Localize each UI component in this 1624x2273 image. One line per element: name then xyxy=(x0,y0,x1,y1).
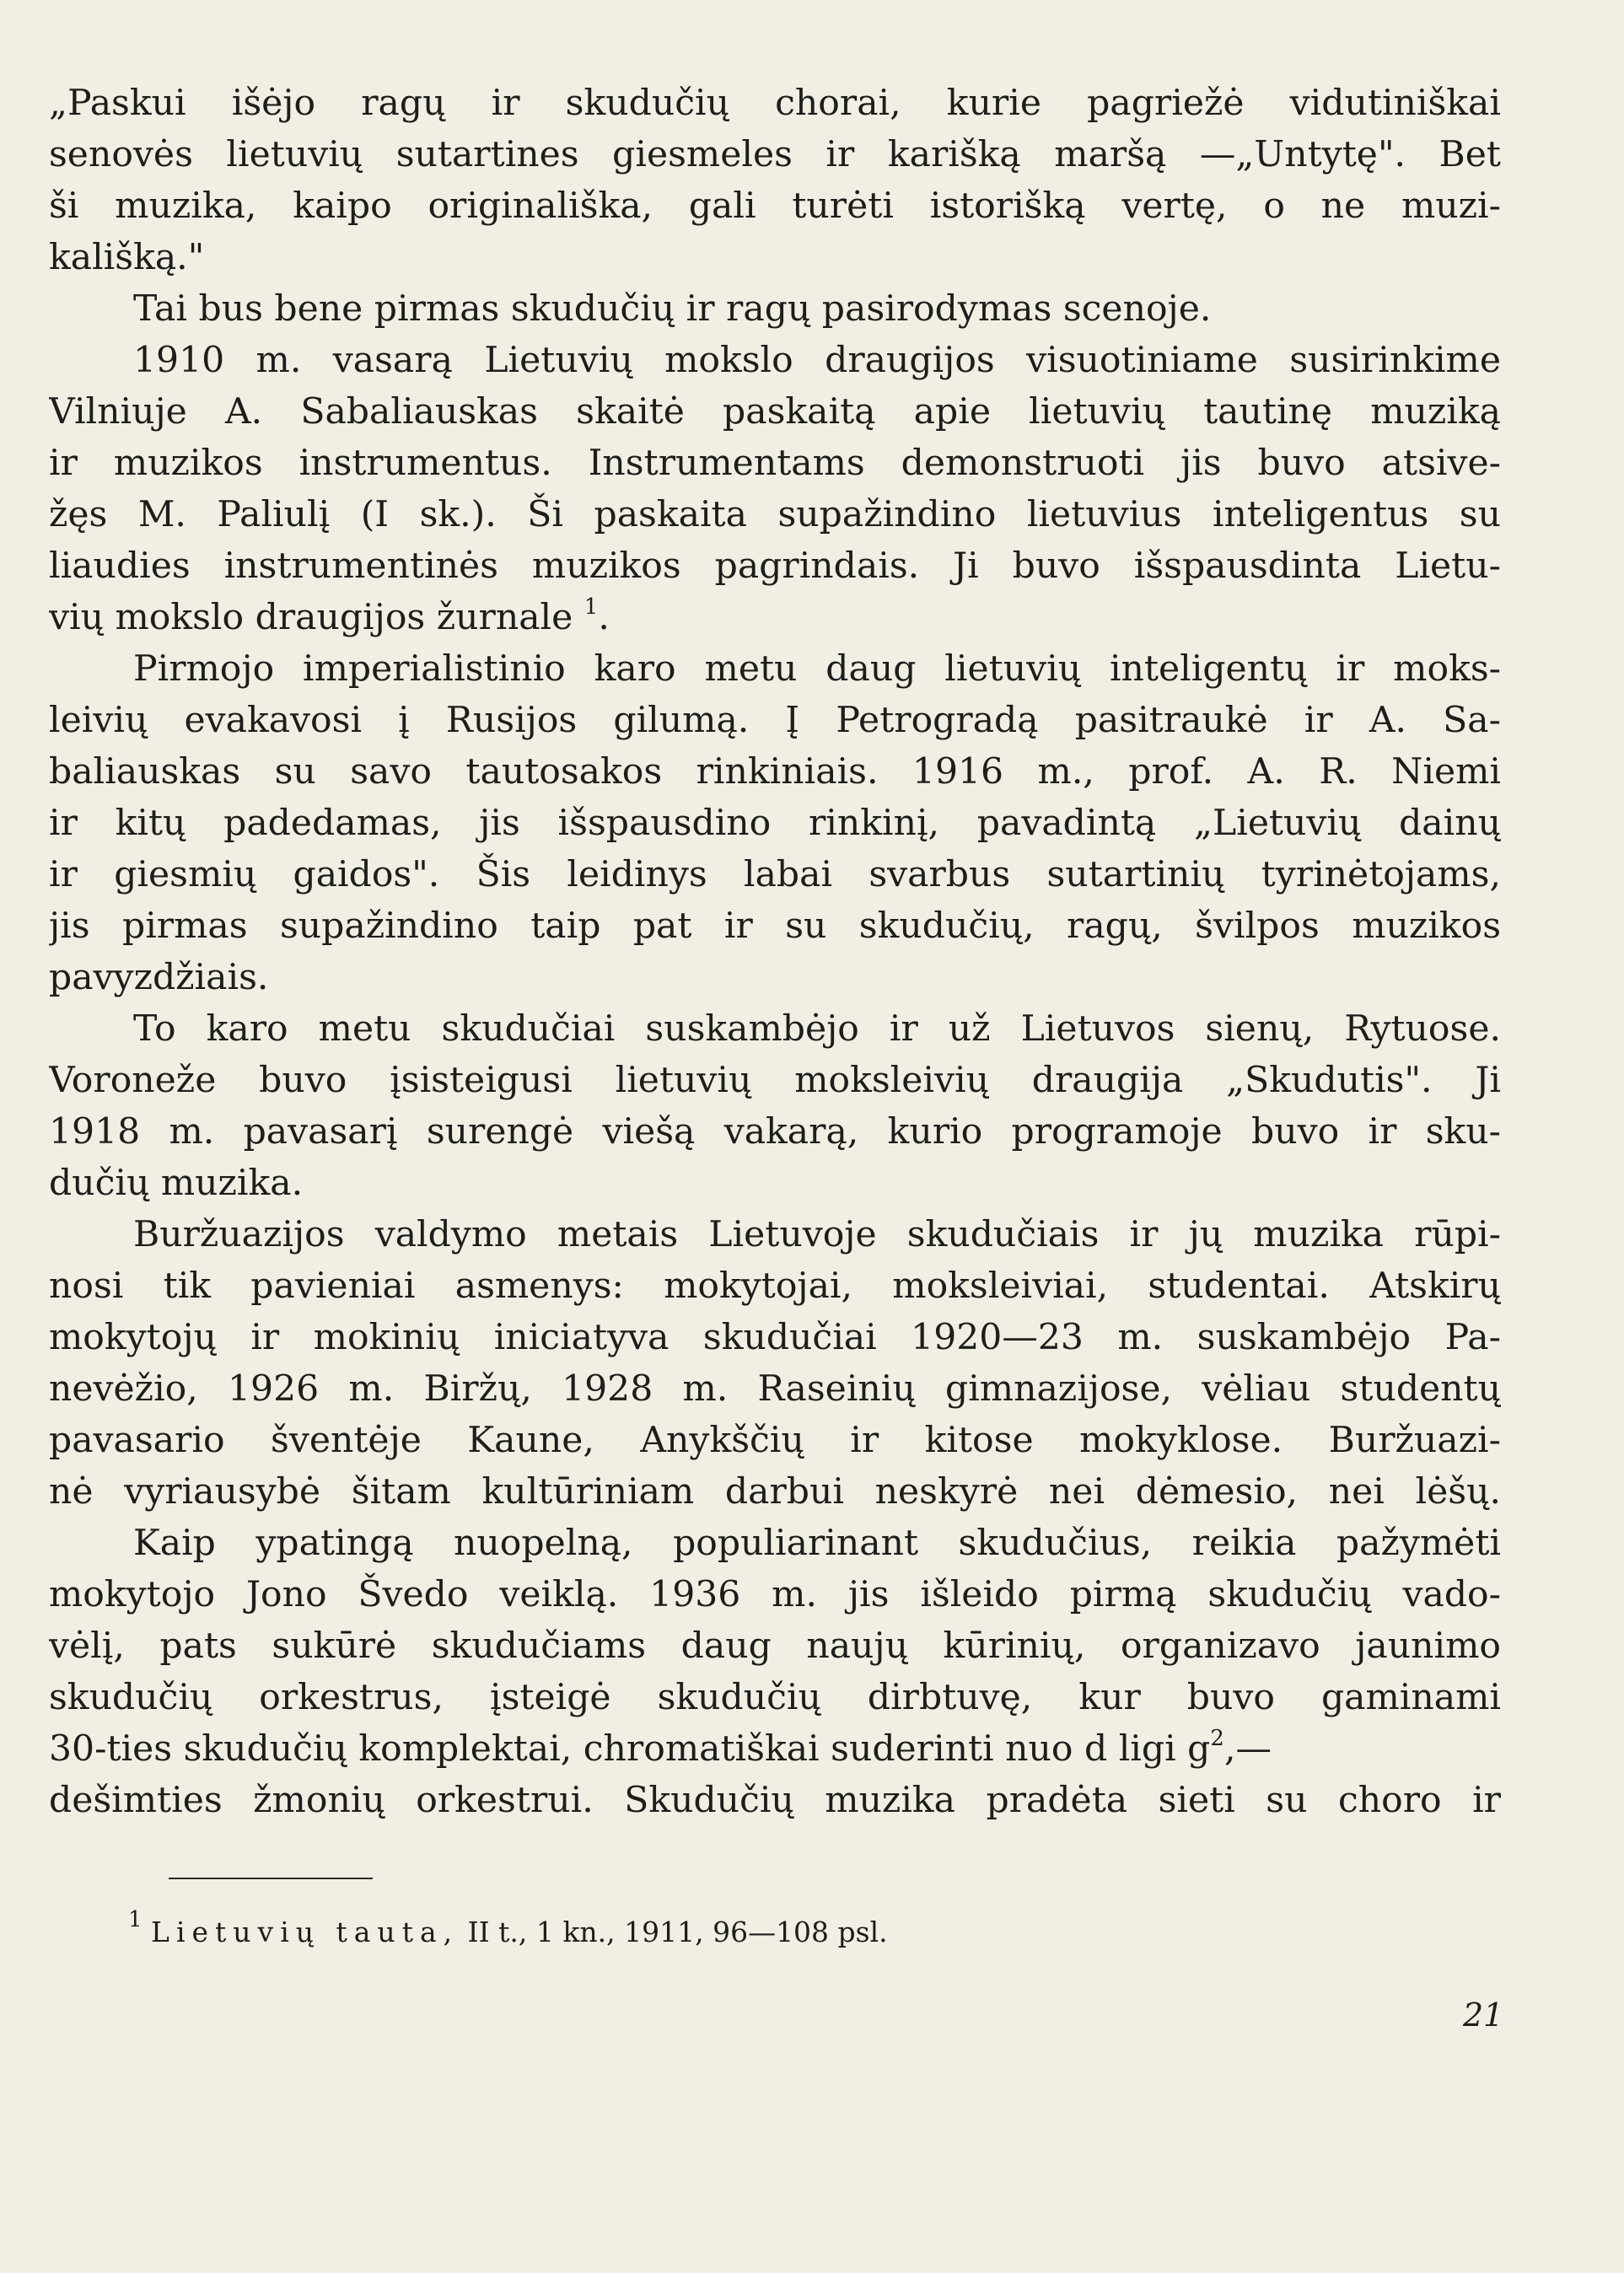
text-line: nė vyriausybė šitam kultūriniam darbui neskyrė nei dėmesio, nei lėšų. xyxy=(49,1471,1501,1513)
text-line: dučių muzika. xyxy=(49,1163,304,1204)
text-line: 1910 m. vasarą Lietuvių mokslo draugijos visuotiniame susirinkime xyxy=(133,340,1501,381)
text-line: ši muzika, kaipo originališka, gali turėti istorišką vertę, o ne muzi- xyxy=(49,185,1501,227)
text-line: „Paskui išėjo ragų ir skudučių chorai, kurie pagriežė vidutiniškai xyxy=(49,83,1501,124)
page-number: 21 xyxy=(1463,1996,1504,2034)
text-line: jis pirmas supažindino taip pat ir su skudučių, ragų, švilpos muzikos xyxy=(49,905,1501,947)
text-line: nosi tik pavieniai asmenys: mokytojai, moksleiviai, studentai. Atskirų xyxy=(49,1265,1501,1307)
text-line: mokytojų ir mokinių iniciatyva skudučiai 1920—23 m. suskambėjo Pa- xyxy=(49,1317,1501,1358)
text-line: leivių evakavosi į Rusijos gilumą. Į Petrogradą pasitraukė ir A. Sa- xyxy=(49,700,1501,741)
text-line: pavyzdžiais. xyxy=(49,957,269,998)
text-line: dešimties žmonių orkestrui. Skudučių muzika pradėta sieti su choro ir xyxy=(49,1780,1501,1821)
text-line: Voroneže buvo įsisteigusi lietuvių moksleivių draugija „Skudutis". Ji xyxy=(49,1060,1501,1101)
text-line: ir muzikos instrumentus. Instrumentams demonstruoti jis buvo atsive- xyxy=(49,443,1501,484)
text-line: ir kitų padedamas, jis išspausdino rinkinį, pavadintą „Lietuvių dainų xyxy=(49,803,1501,844)
footnote-source-title: Lietuvių tauta, xyxy=(151,1916,460,1948)
text-line xyxy=(49,1723,1501,1775)
text-line: liaudies instrumentinės muzikos pagrindais. Ji buvo išspausdinta Lietu- xyxy=(49,545,1501,587)
text-line-content: 30-ties skudučių komplektai, chromatiškai suderinti nuo d ligi g xyxy=(49,1728,1211,1770)
text-line: vėlį, pats sukūrė skudučiams daug naujų kūrinių, organizavo jaunimo xyxy=(49,1625,1501,1667)
text-line-punctuation: . xyxy=(598,597,610,638)
footnote-source-details: II t., 1 kn., 1911, 96—108 psl. xyxy=(459,1916,888,1948)
footnote-divider xyxy=(169,1878,373,1879)
text-line: Tai bus bene pirmas skudučių ir ragų pasirodymas scenoje. xyxy=(133,288,1212,330)
text-line xyxy=(49,592,1501,643)
body-text xyxy=(49,78,1501,1826)
text-line-content: vių mokslo draugijos žurnale xyxy=(49,597,573,638)
text-line: mokytojo Jono Švedo veiklą. 1936 m. jis išleido pirmą skudučių vado- xyxy=(49,1574,1501,1615)
text-line: žęs M. Paliulį (I sk.). Ši paskaita supažindino lietuvius inteligentus su xyxy=(49,494,1501,535)
text-line: ir giesmių gaidos". Šis leidinys labai svarbus sutartinių tyrinėtojams, xyxy=(49,854,1501,895)
text-line: pavasario šventėje Kaune, Anykščių ir kitose mokyklose. Buržuazi- xyxy=(49,1420,1501,1461)
text-line: 1918 m. pavasarį surengė viešą vakarą, kurio programoje buvo ir sku- xyxy=(49,1111,1501,1153)
text-line-punctuation: ,— xyxy=(1223,1728,1272,1770)
footnote xyxy=(128,1907,888,1951)
superscript-two: 2 xyxy=(1210,1726,1224,1751)
text-line: To karo metu skudučiai suskambėjo ir už Lietuvos sienų, Rytuose. xyxy=(133,1008,1501,1050)
text-line: nevėžio, 1926 m. Biržų, 1928 m. Raseinių gimnazijose, vėliau studentų xyxy=(49,1368,1501,1410)
text-line: Pirmojo imperialistinio karo metu daug lietuvių inteligentų ir moks- xyxy=(133,648,1501,690)
footnote-reference: 1 xyxy=(583,594,599,620)
text-line: kališką." xyxy=(49,237,205,278)
footnote-marker: 1 xyxy=(128,1907,143,1932)
text-line: baliauskas su savo tautosakos rinkiniais. 1916 m., prof. A. R. Niemi xyxy=(49,751,1501,793)
text-line: Buržuazijos valdymo metais Lietuvoje skudučiais ir jų muzika rūpi- xyxy=(133,1214,1501,1255)
text-line: Vilniuje A. Sabaliauskas skaitė paskaitą apie lietuvių tautinę muziką xyxy=(49,391,1501,433)
text-line: senovės lietuvių sutartines giesmeles ir karišką maršą —„Untytę". Bet xyxy=(49,134,1501,175)
text-line: skudučių orkestrus, įsteigė skudučių dirbtuvę, kur buvo gaminami xyxy=(49,1677,1501,1718)
text-line: Kaip ypatingą nuopelną, populiarinant skudučius, reikia pažymėti xyxy=(133,1523,1501,1564)
